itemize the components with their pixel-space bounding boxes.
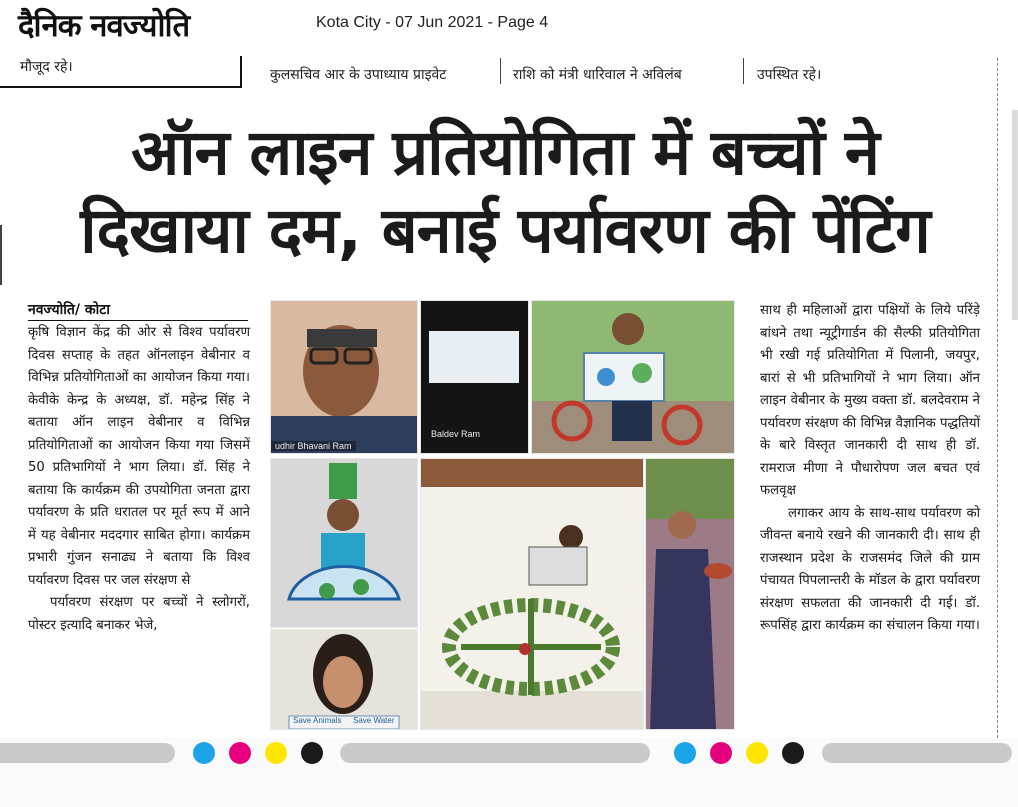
woman-with-pot-photo bbox=[645, 458, 735, 730]
previous-article-text-2: कुलसचिव आर के उपाध्याय प्राइवेट bbox=[270, 67, 447, 83]
black-register-dot bbox=[301, 742, 323, 764]
poster-text: Save Water bbox=[353, 716, 395, 725]
left-column bbox=[28, 322, 250, 637]
headline-line-1: ऑन लाइन प्रतियोगिता में बच्चों ने bbox=[131, 116, 879, 189]
child-painting-illustration bbox=[532, 301, 734, 453]
left-page-edge bbox=[0, 225, 2, 285]
page-edge-rule bbox=[997, 58, 998, 738]
webinar-screen-photo bbox=[420, 300, 529, 454]
speaker-illustration bbox=[271, 301, 417, 453]
article-paragraph: साथ ही महिलाओं द्वारा पक्षियों के लिये परिंड़े बांधने तथा न्यूट्रीगार्डन की सैल्फी प्रतियोगिता भी रखी गई प्रतियोगिता में पिलानी, जयपुर, बारां से भी प्रतिभागियों ने भाग लिया। ऑन लाइन वेबीनार के मुख्य वक्ता डॉ. बलदेवराम ने पर्यावरण संरक्षण की विभिन्न वैज्ञानिक पद्धतियों के बारे विस्तृत जानकारी दी साथ ही डॉ. रामराज मीणा ने पौधारोपण जल बचत एवं फलवृक्ष bbox=[760, 303, 980, 498]
child-with-poster-photo bbox=[270, 458, 418, 628]
right-column bbox=[760, 300, 980, 638]
child-poster-illustration bbox=[271, 459, 417, 627]
poster-text: Save Animals bbox=[293, 716, 342, 725]
girl-portrait-photo bbox=[270, 629, 418, 730]
magenta-register-dot bbox=[710, 742, 732, 764]
masthead-logo: दैनिक नवज्योति bbox=[18, 8, 190, 44]
child-with-painting-photo bbox=[531, 300, 735, 454]
yellow-register-dot bbox=[746, 742, 768, 764]
headline-line-2: दिखाया दम, बनाई पर्यावरण की पेंटिंग bbox=[80, 194, 930, 267]
screen-slide bbox=[429, 331, 519, 383]
print-register-strip bbox=[0, 738, 1018, 807]
column-rule bbox=[500, 58, 501, 84]
previous-article-text-3: राशि को मंत्री धारिवाल ने अविलंब bbox=[513, 67, 682, 83]
photo-caption: udhir Bhavani Ram bbox=[271, 441, 356, 451]
woman-illustration bbox=[646, 459, 734, 729]
adjacent-page-sliver bbox=[1012, 110, 1018, 320]
cyan-register-dot bbox=[674, 742, 696, 764]
register-bar bbox=[822, 743, 1012, 763]
byline: नवज्योति/ कोटा bbox=[28, 300, 248, 321]
girl-portrait-illustration bbox=[271, 630, 417, 729]
article-paragraph: पर्यावरण संरक्षण पर बच्चों ने स्लोगरों, पोस्टर इत्यादि बनाकर भेजे, bbox=[28, 595, 250, 633]
previous-article-text-4: उपस्थित रहे। bbox=[757, 67, 822, 83]
yellow-register-dot bbox=[265, 742, 287, 764]
magenta-register-dot bbox=[229, 742, 251, 764]
article-paragraph: कृषि विज्ञान केंद्र की ओर से विश्व पर्यावरण दिवस सप्ताह के तहत ऑनलाइन वेबीनार व विभिन्न प्रतियोगिताओं का आयोजन किया गया। केवीके केन्द्र के अध्यक्ष, डॉ. महेन्द्र सिंह ने बताया ऑन लाइन वेबीनार व विभिन्न प्रतियोगिताओं का आयोजन किया गया जिसमें 50 प्रतिभागियों ने भाग लिया। डॉ. सिंह ने बताया कि कार्यक्रम की उपयोगिता जनता द्वारा पर्यावरण के प्रति धरातल पर मूर्त रूप में आने में यह वेबीनार मददगार साबित होगा। कार्यक्रम प्रभारी गुंजन सनाढ्य ने बताया कि विश्व पर्यावरण दिवस पर जल संरक्षण से bbox=[28, 325, 250, 588]
register-bar bbox=[340, 743, 650, 763]
webinar-speaker-photo bbox=[270, 300, 418, 454]
edition-date-page: Kota City - 07 Jun 2021 - Page 4 bbox=[316, 14, 549, 31]
black-register-dot bbox=[782, 742, 804, 764]
article-paragraph: लगाकर आय के साथ-साथ पर्यावरण को जीवन्त बनाये रखने की जानकारी दी। साथ ही राजस्थान प्रदेश के राजसमंद जिले की ग्राम पंचायत पिपलान्तरी के मॉडल के द्वारा पर्यावरण संरक्षण सफलता की जानकारी दी गई। डॉ. रूपसिंह द्वारा कार्यक्रम का संचालन किया गया। bbox=[760, 505, 980, 633]
leaf-art-photo bbox=[420, 458, 644, 730]
leaf-art-illustration bbox=[421, 459, 643, 729]
previous-article-text: मौजूद रहे। bbox=[20, 59, 73, 75]
register-bar bbox=[0, 743, 175, 763]
photo-caption: Baldev Ram bbox=[431, 429, 481, 439]
column-rule bbox=[743, 58, 744, 84]
cyan-register-dot bbox=[193, 742, 215, 764]
